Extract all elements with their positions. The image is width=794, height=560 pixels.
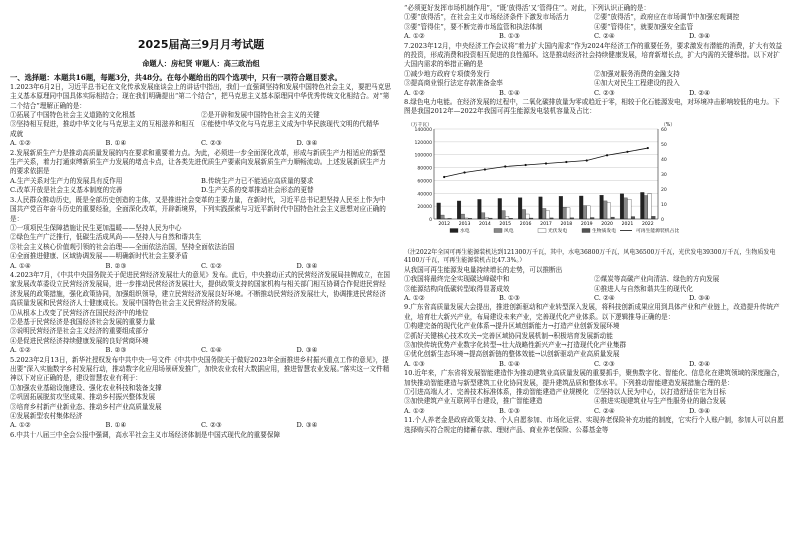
capacity-chart-wrap (404, 119, 784, 247)
q2-option-c[interactable]: C.改革开放是社会主义基本制度的完善 (10, 186, 123, 195)
q5-option-d[interactable]: D. ③④ (296, 421, 318, 430)
bar-水电-2021 (620, 194, 624, 219)
bar-风电-2019 (583, 205, 587, 218)
y-tick-label: 60000 (417, 179, 432, 185)
q4-statement-3: ③说明民营经济是社会主义经济的重要组成部分 (10, 327, 149, 336)
question-6-stem: 6.中共十八届三中全会公报中强调，高水平社会主义市场经济体制是中国式现代化的重要保障 (10, 430, 281, 439)
question-5-stem: 5.2023年2月13日，新华社授权发布中共中央一号文件《中共中央国务院关于做好2023年全面推进乡村振兴重点工作的意见》，提出要“深入实施数字乡村发展行动，推动数字化应用场景研发推广，加快农业农村大数据应用，推进智慧农业发展。”落实这一文件精神以下对应正确的是，建设智慧农业有利于： (10, 355, 390, 383)
question-1-statements (10, 111, 392, 139)
question-7-stem: 7.2023年12月，中央经济工作会议将“着力扩大国内需求”作为2024年经济工作的重要任务，要求激发有潜能的消费，扩大有效益的投资，形成消费和投资相互促进的良性循环。这是推动经济社会持续健康发展，培育新增长点，扩大内需的关键举措。以下对扩大国内需求的举措正确的是 (404, 41, 783, 69)
q6-option-a[interactable]: A. ①② (404, 32, 425, 41)
question-3-options (10, 262, 392, 271)
q7-statement-1: ①减少地方政府专项债务发行 (404, 69, 490, 78)
q4-statement-1: ①从根本上改变了民营经济在国民经济中的地位 (10, 308, 149, 317)
q2-option-a[interactable]: A.生产关系对生产力的发展具有反作用 (10, 176, 123, 185)
q7-statement-4: ④加大对民生工程建设的投入 (594, 79, 680, 88)
x-tick-label: 2017 (540, 221, 552, 227)
q3-statement-1: ①一项项民生保障措施让民生更加温暖——坚持人民为中心 (10, 223, 182, 232)
capacity-chart (404, 119, 684, 247)
bar-风电-2021 (624, 198, 628, 219)
q10-statements (404, 388, 784, 407)
bar-风电-2017 (542, 208, 546, 219)
q9-options (404, 360, 784, 369)
bar-光伏发电-2020 (607, 203, 611, 219)
q10-statement-3: ③加快建筑产业互联网平台建设，推广智能建造 (404, 397, 543, 406)
question-9-stem: 9.广东省高质量发展大会提出，推进创新驱动和产业转型深入发展，将科技创新成果应用到具体产业和产业链上，改造提升传统产业，培育壮大新兴产业，布局建设未来产业，完善现代化产业体系。以下逻辑推导正确的是： (404, 303, 780, 321)
q1-statement-3: ③坚持相互促进，推动中华文化与马克思主义的互相滋养和相互成就 (10, 120, 195, 138)
bar-光伏发电-2021 (627, 199, 631, 219)
q6-continued: “必须更好发挥市场机制作用”，“既‘放得活’又‘管得住’”。对此，下列认识正确的是： (404, 4, 651, 12)
question-11-stem: 11.个人养老金是政府政策支持、个人自愿参加、市场化运营、实现养老保险补充功能的制度，它实行个人账户制，参加人可以自愿选择购买符合规定的储蓄存款、理财产品、商业养老保险、公募基金等 (404, 416, 784, 434)
q5-option-b[interactable]: B. ①④ (105, 421, 127, 430)
chart-note: （注2022年全国可再生能源装机达到121300万千瓦，其中，水电36800万千瓦，风电36500万千瓦，光伏发电39300万千瓦，生物质发电4100万千瓦，可再生能源装机占比47.3%。） (404, 248, 776, 265)
bar-风电-2016 (522, 209, 526, 218)
question-4-stem: 4.2023年7月，《中共中央国务院关于促进民营经济发展壮大的意见》发布。此后，中央推动正式的民营经济发展局挂牌成立，在国家发展改革委设立民营经济发展局，进一步推动民营经济发展壮大，提供政策支持的国家机构与相关部门相互协调合作促进民营经济发展的政策措施，强化政策协同，加强组织领导，建立民营经济发展良好环境。不断推动民营经济发展壮大，协调推进民营经济高质量发展和民营经济人士健康成长。发展中国特色社会主义民营经济的发展。 (10, 270, 391, 308)
share-point-2020 (606, 154, 608, 156)
q7-option-c[interactable]: C. ②③ (594, 88, 615, 97)
q5-option-c[interactable]: C. ②③ (201, 421, 222, 430)
bar-水电-2017 (539, 197, 543, 219)
y-tick-label: 140000 (414, 127, 432, 133)
q8-statement-1: ①我国将最终完全实现碳达峰碳中和 (404, 275, 510, 284)
share-point-2015 (504, 165, 506, 167)
y-tick-label: 0 (429, 217, 432, 223)
q6-options (404, 32, 784, 41)
q1-statement-2: ②是开辟和发展中国特色社会主义的关键 (201, 111, 320, 120)
x-tick-label: 2018 (560, 221, 573, 227)
y-tick-label: 20000 (417, 205, 432, 211)
q8-option-a[interactable]: A. ①② (404, 293, 425, 302)
q7-options (404, 89, 784, 98)
q6-option-c[interactable]: C. ②④ (594, 32, 615, 41)
q8-statement-3: ③能源结构向低碳转型取得显著成效 (404, 284, 510, 293)
legend-label: 水电 (460, 228, 470, 234)
q10-option-a[interactable]: A. ①② (404, 406, 425, 415)
x-tick-label: 2022 (641, 221, 654, 227)
q6-option-b[interactable]: B. ①③ (499, 32, 520, 41)
q1-option-d[interactable]: D. ③④ (296, 139, 318, 148)
bar-光伏发电-2015 (505, 216, 509, 219)
bar-水电-2018 (559, 196, 563, 219)
q3-option-b[interactable]: B. ②③ (105, 261, 127, 270)
legend-label: 光伏发电 (548, 228, 568, 234)
y2-tick-label: 10 (661, 202, 667, 208)
x-tick-label: 2019 (580, 221, 593, 227)
q7-option-b[interactable]: B. ①④ (499, 88, 520, 97)
x-tick-label: 2014 (479, 221, 491, 227)
q10-option-c[interactable]: C. ②④ (594, 406, 615, 415)
x-tick-label: 2012 (438, 221, 451, 227)
share-point-2013 (463, 171, 465, 173)
q4-option-b[interactable]: B. ②③ (105, 346, 127, 355)
q8-statements (404, 275, 784, 294)
legend-label: 可再生能源装机占比 (636, 228, 680, 234)
q7-statements (404, 70, 784, 89)
q2-option-d[interactable]: D.生产关系的变革推动社会形态的更替 (201, 186, 314, 195)
share-point-2017 (545, 162, 547, 164)
q1-option-b[interactable]: B. ①④ (105, 139, 127, 148)
q1-statement-1: ①拓展了中国特色社会主义道路的文化根基 (10, 111, 136, 120)
y2-tick-label: 0 (661, 217, 664, 223)
q8-option-c[interactable]: C. ②④ (594, 293, 615, 302)
bar-光伏发电-2019 (587, 206, 591, 219)
x-tick-label: 2015 (499, 221, 512, 227)
q6-statement-3: ③要“管得住”，要不断完善市场监管和执法体制 (404, 22, 543, 31)
y2-tick-label: 30 (661, 172, 667, 178)
bar-水电-2014 (478, 199, 482, 219)
q2-option-b[interactable]: B.传统生产力已不能适应高质量的要求 (201, 176, 314, 185)
q9-option-c[interactable]: C. ②③ (594, 359, 615, 368)
q7-statement-3: ③提高商业银行法定存款准备金率 (404, 79, 503, 88)
bar-光伏发电-2016 (526, 214, 530, 219)
share-point-2021 (626, 151, 628, 153)
q8-option-d[interactable]: D. ③④ (689, 293, 711, 302)
legend-label: 生物质发电 (592, 228, 616, 234)
bar-水电-2022 (640, 192, 644, 219)
x-tick-label: 2020 (601, 221, 613, 227)
bar-光伏发电-2018 (566, 208, 570, 219)
q4-statement-2: ②是基于民营经济是我国经济社会发展的重要力量 (10, 317, 156, 326)
q6-statements (404, 13, 784, 32)
q4-option-c[interactable]: C. ①④ (201, 346, 222, 355)
bar-风电-2020 (603, 201, 607, 219)
right-column (404, 4, 784, 435)
share-point-2019 (586, 159, 588, 161)
share-point-2012 (443, 176, 445, 178)
bar-风电-2012 (441, 215, 445, 219)
bar-水电-2013 (457, 201, 461, 219)
q9-option-b[interactable]: B. ①④ (499, 359, 520, 368)
q9-option-d[interactable]: D. ②④ (689, 359, 711, 368)
y-tick-label: 100000 (414, 153, 432, 159)
q10-option-b[interactable]: B. ①③ (499, 406, 520, 415)
exam-title: 2025届高三9月月考试题 (137, 38, 265, 51)
q6-statement-1: ①要“放得活”，在社会主义市场经济条件下激发市场活力 (404, 13, 569, 22)
q3-statement-4: ④全面推进健康、区域协调发展——明确新时代社会主要矛盾 (10, 252, 189, 261)
q5-statement-2: ②巩固拓展脱贫攻坚成果、推动乡村振兴整体发展 (10, 393, 156, 402)
share-point-2018 (565, 161, 567, 163)
q9-option-a[interactable]: A. ①③ (404, 359, 425, 368)
y2-tick-label: 60 (661, 127, 667, 133)
q4-statement-4: ④是促进民营经济持续健康发展的良好营商环境 (10, 336, 149, 345)
q8-statement-4: ④推进人与自然和谐共生的现代化 (594, 284, 693, 293)
question-1-stem: 1.2023年6月2日，习近平总书记在文化传承发展座谈会上的讲话中指出，我们一直强调坚持和发展中国特色社会主义，要把马克思主义基本原理同中国具体实际相结合；现在我们明确提出“第二个结合”，把马克思主义基本原理同中华优秀传统文化相结合。对“第二个结合”理解正确的是： (10, 82, 391, 110)
q5-statement-1: ①加强农业基础设施建设、强化农业科技和装备支撑 (10, 383, 162, 392)
bar-风电-2014 (481, 213, 485, 219)
q1-option-a[interactable]: A. ①② (10, 139, 31, 148)
q9-statement-3: ③加快传统优势产业数字化转型→壮大战略性新兴产业→打造现代化产业集群 (404, 340, 627, 349)
question-4-options (10, 346, 392, 355)
legend-label: 风电 (504, 228, 514, 234)
exam-authors: 命题人：房杞贤 审题人：高三政治组 (142, 59, 260, 69)
q7-option-d[interactable]: D. ②④ (689, 88, 711, 97)
q3-option-d[interactable]: D. ③④ (296, 261, 318, 270)
y2-tick-label: 50 (661, 142, 667, 148)
q10-statement-4: ④推进实现建筑业与生产性服务业的融合发展 (594, 397, 726, 406)
x-tick-label: 2013 (458, 221, 471, 227)
question-3-stem: 3.人民群众推动历史，既是全部历史创造的主体，又是推进社会变革的主要力量，在新时代，习近平总书记把坚持人民至上作为中国共产党百年奋斗历史的重要经验，全面深化改革，开辟新境界，下列实践探索与习近平新时代中国特色社会主义思想对应正确的是： (10, 195, 386, 223)
q8-options (404, 294, 784, 303)
q9-statement-1: ①构建完备的现代化产业体系→提升区域创新能力→打造产业创新发展环境 (404, 322, 620, 331)
q10-options (404, 407, 784, 416)
q10-statement-1: ①引进高端人才、完善技术标准体系，推动智能建造产业规模化 (404, 387, 589, 396)
y2-axis-label: （%） (661, 122, 676, 128)
y2-tick-label: 40 (661, 157, 667, 163)
bar-水电-2019 (579, 196, 583, 219)
question-2-options (10, 177, 392, 196)
q5-statement-4: ④发展新型农村集体经济 (10, 412, 83, 421)
question-1-options (10, 139, 392, 148)
legend-swatch (450, 228, 458, 232)
q10-option-d[interactable]: D. ③④ (689, 406, 711, 415)
chart-share-line (443, 147, 649, 178)
bar-光伏发电-2022 (648, 194, 652, 219)
q7-statement-2: ②加强对服务消费的金融支持 (594, 69, 680, 78)
section-1-heading: 一、选择题：本题共16题，每题3分，共48分。在每小题给出的四个选项中，只有一项符合题目要求。 (10, 72, 342, 82)
legend-swatch (538, 228, 546, 232)
question-8-stem: 8.绿色电力电能。在经济发展的过程中，二氧化碳排放量为零或趋近于零，相较于化石能源发电，对环境冲击影响较低的电力。下图是我国2012年—2022年我国可再生能源发电装机容量及占比： (404, 98, 780, 116)
left-column (10, 0, 392, 440)
question-5-options (10, 421, 392, 430)
q5-option-a[interactable]: A. ①② (10, 421, 31, 430)
y2-tick-label: 20 (661, 187, 667, 193)
q3-option-a[interactable]: A. ①④ (10, 261, 31, 270)
q6-option-d[interactable]: D. ③④ (689, 32, 711, 41)
q5-statement-3: ③培育乡村新产业新业态、推动乡村产业高质量发展 (10, 402, 162, 411)
q8-option-b[interactable]: B. ①③ (499, 293, 520, 302)
chart-legend (450, 227, 679, 234)
x-tick-label: 2021 (621, 221, 634, 227)
y-tick-label: 40000 (417, 192, 432, 198)
q9-statement-4: ④优化创新生态环境→提高创新链的整体效能→以创新驱动产业高质量发展 (404, 350, 620, 359)
legend-swatch (582, 228, 590, 232)
bar-风电-2018 (563, 207, 567, 219)
q4-option-d[interactable]: D. ③④ (296, 346, 318, 355)
y-tick-label: 80000 (417, 166, 432, 172)
q3-statement-2: ②绿色生产广泛推行，低碳生活成风尚——坚持人与自然和谐共生 (10, 233, 202, 242)
q9-statement-2: ②抓好关键核心技术攻关→完善区域协同发展机制→积极培育发展新动能 (404, 331, 613, 340)
legend-swatch (494, 228, 502, 232)
share-point-2014 (484, 168, 486, 170)
bar-生物质发电-2022 (651, 216, 655, 219)
bar-水电-2020 (600, 195, 604, 219)
bar-风电-2015 (502, 210, 506, 218)
bar-水电-2016 (518, 198, 522, 219)
y-tick-label: 120000 (414, 140, 432, 146)
q3-option-c[interactable]: C. ①② (201, 261, 222, 270)
q7-option-a[interactable]: A. ①② (404, 88, 425, 97)
x-tick-label: 2016 (519, 221, 532, 227)
question-10-stem: 10.近年来，广东省将发展智能建造作为推动建筑业高质量发展的重要抓手，聚焦数字化、智能化、信息化在建筑领域的深度融合，加快推动智能建造与新型建筑工业化协同发展，提升建筑品质和整体水平。下列推动智能建造发展措施合理的是： (404, 369, 784, 387)
q8-question: 从我国可再生能源发电量持续增长的走势，可以推断出 (404, 265, 563, 274)
q10-statement-2: ②坚持以人民为中心，以打造舒适住宅为目标 (594, 387, 726, 396)
bar-光伏发电-2017 (546, 211, 550, 219)
share-point-2022 (647, 147, 649, 149)
chart-bars (437, 192, 655, 219)
bar-风电-2022 (644, 195, 648, 218)
q6-statement-2: ②要“放得活”，政府应在市场调节中加强宏观调控 (594, 13, 740, 22)
bar-风电-2013 (461, 214, 465, 219)
q6-statement-4: ④要“管得住”，就要加强安全监管 (594, 22, 694, 31)
bar-水电-2012 (437, 203, 441, 219)
q8-statement-2: ②煤炭等高碳产业向清洁、绿色的方向发展 (594, 275, 720, 284)
bar-生物质发电-2021 (631, 216, 635, 218)
q1-option-c[interactable]: C. ②③ (201, 139, 222, 148)
question-2-stem: 2.发展新质生产力是推动高质量发展的内在要求和重要着力点。为此，必须进一步全面深化改革，形成与新质生产力相适应的新型生产关系，着力打通束缚新质生产力发展的堵点卡点，让各类先进优质生产要素向发展新质生产力顺畅流动。上述发展新质生产力的要求依据是 (10, 148, 386, 176)
y-axis-label: （万千瓦） (408, 122, 432, 128)
q3-statement-3: ③社会主义核心价值观引领的社会治理——全面依法治国，坚持全面依法治国 (10, 242, 235, 251)
q4-option-a[interactable]: A. ①② (10, 346, 31, 355)
q1-statement-4: ④能使中华文化与马克思主义成为中华民族现代文明的代精华 (201, 120, 380, 129)
bar-水电-2015 (498, 198, 502, 219)
share-point-2016 (525, 164, 527, 166)
